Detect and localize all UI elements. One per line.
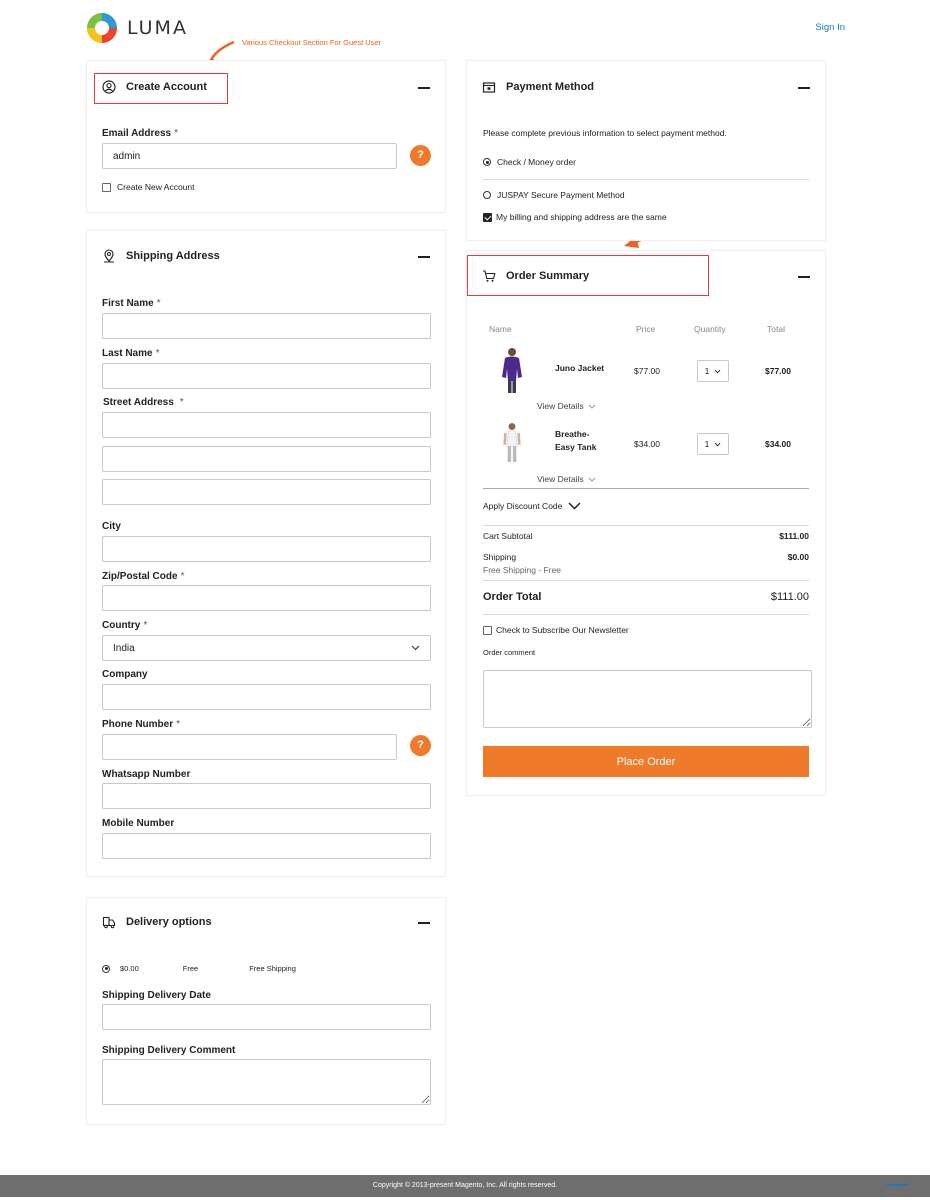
cart-icon xyxy=(482,269,496,283)
payment-check-label: Check / Money order xyxy=(497,157,576,167)
apply-discount-label: Apply Discount Code xyxy=(483,501,563,511)
required-mark: * xyxy=(174,128,179,139)
required-mark: * xyxy=(180,571,185,582)
chevron-down-icon xyxy=(588,404,596,409)
city-label-text: City xyxy=(102,521,121,532)
mobile-label xyxy=(102,818,174,829)
quantity-value: 1 xyxy=(704,366,710,376)
last-name-label-text: Last Name xyxy=(102,348,153,359)
delivery-comment-label: Shipping Delivery Comment xyxy=(102,1045,236,1056)
product-name[interactable]: Breathe-Easy Tank xyxy=(555,429,597,452)
create-account-title: Create Account xyxy=(126,81,207,93)
chevron-down-icon xyxy=(588,477,596,482)
delivery-date-field[interactable] xyxy=(102,1004,431,1030)
city-label xyxy=(102,521,121,532)
chevron-down-icon xyxy=(411,645,420,651)
order-total-label: Order Total xyxy=(483,591,542,603)
shipping-label: Shipping xyxy=(483,552,517,562)
divider xyxy=(483,580,809,581)
required-mark: * xyxy=(156,298,161,309)
phone-help-button[interactable]: ? xyxy=(410,735,431,756)
collapse-icon[interactable] xyxy=(418,87,430,89)
newsletter-checkbox[interactable] xyxy=(483,626,492,635)
shipping-row xyxy=(483,552,809,562)
view-details-link[interactable] xyxy=(537,401,596,411)
first-name-label xyxy=(102,298,161,309)
email-label xyxy=(102,128,178,139)
payment-option-juspay[interactable] xyxy=(483,190,625,200)
brand-name: LUMA xyxy=(127,17,188,39)
payment-method-header[interactable] xyxy=(482,78,810,96)
order-total-value: $111.00 xyxy=(770,591,809,603)
collapse-icon[interactable] xyxy=(798,276,810,278)
delivery-option-method: Free Shipping xyxy=(249,964,296,973)
payment-option-check[interactable] xyxy=(483,157,576,167)
payment-check-radio[interactable] xyxy=(483,158,491,166)
required-mark: * xyxy=(143,620,148,631)
delivery-option-label: Free xyxy=(182,964,199,973)
order-comment-field[interactable] xyxy=(483,670,812,728)
truck-icon xyxy=(102,915,116,929)
shipping-address-header[interactable] xyxy=(102,247,430,265)
phone-label xyxy=(102,719,180,730)
last-name-label xyxy=(102,348,159,359)
street-address-line-3[interactable] xyxy=(102,479,431,505)
chevron-down-icon xyxy=(714,442,721,447)
collapse-icon[interactable] xyxy=(418,256,430,258)
create-account-checkbox[interactable] xyxy=(102,183,111,192)
delivery-options-card xyxy=(86,897,446,1125)
company-field[interactable] xyxy=(102,684,431,710)
delivery-comment-field[interactable] xyxy=(102,1059,431,1105)
product-total: $34.00 xyxy=(765,439,791,449)
email-label-text: Email Address xyxy=(102,128,172,139)
column-header-name: Name xyxy=(489,324,512,334)
user-icon xyxy=(102,80,116,94)
delivery-option-free[interactable] xyxy=(102,964,296,973)
same-address-option[interactable] xyxy=(483,212,667,222)
create-account-checkbox-label: Create New Account xyxy=(117,182,195,192)
product-price: $34.00 xyxy=(634,439,660,449)
same-address-label: My billing and shipping address are the same xyxy=(496,212,667,222)
delivery-option-radio[interactable] xyxy=(102,965,110,973)
chat-widget-icon[interactable] xyxy=(883,1180,911,1186)
phone-label-text: Phone Number xyxy=(102,719,174,730)
street-address-label xyxy=(103,397,184,408)
order-summary-title: Order Summary xyxy=(506,270,590,282)
view-details-link[interactable] xyxy=(537,474,596,484)
company-label xyxy=(102,669,148,680)
delivery-option-price: $0.00 xyxy=(120,964,139,973)
delivery-options-title: Delivery options xyxy=(126,916,212,928)
order-summary-header[interactable] xyxy=(482,267,810,285)
luma-logo[interactable] xyxy=(86,12,188,44)
email-field[interactable] xyxy=(102,143,397,169)
annotation-checkout-sections: Various Checkout Section For Guest User xyxy=(242,38,382,47)
place-order-button[interactable]: Place Order xyxy=(483,746,809,777)
location-pin-icon xyxy=(102,249,116,263)
view-details-label: View Details xyxy=(537,401,584,411)
shipping-address-card xyxy=(86,230,446,877)
apply-discount-toggle[interactable] xyxy=(483,501,581,511)
zip-label xyxy=(102,571,184,582)
shipping-method-row xyxy=(483,565,809,575)
last-name-field[interactable] xyxy=(102,363,431,389)
page-footer: Copyright © 2013-present Magento, Inc. All rights reserved. xyxy=(0,1175,930,1197)
collapse-icon[interactable] xyxy=(418,922,430,924)
payment-icon xyxy=(482,80,496,94)
divider xyxy=(483,179,809,180)
product-image-juno-jacket xyxy=(497,347,527,395)
payment-juspay-radio[interactable] xyxy=(483,191,491,199)
same-address-checkbox[interactable] xyxy=(483,213,492,222)
required-mark: * xyxy=(176,719,181,730)
country-select[interactable] xyxy=(102,635,431,661)
whatsapp-label xyxy=(102,769,190,780)
delivery-date-label: Shipping Delivery Date xyxy=(102,990,211,1001)
city-field[interactable] xyxy=(102,536,431,562)
product-name[interactable]: Juno Jacket xyxy=(555,363,605,373)
shipping-value: $0.00 xyxy=(787,552,809,562)
column-header-price: Price xyxy=(636,324,656,334)
street-address-line-2[interactable] xyxy=(102,446,431,472)
whatsapp-label-text: Whatsapp Number xyxy=(102,769,191,780)
view-details-label: View Details xyxy=(537,474,584,484)
divider xyxy=(483,614,809,615)
country-label-text: Country xyxy=(102,620,141,631)
email-help-button[interactable]: ? xyxy=(410,145,431,166)
required-mark: * xyxy=(155,348,160,359)
newsletter-option[interactable] xyxy=(483,625,629,635)
order-summary-card xyxy=(466,250,826,796)
create-account-header[interactable] xyxy=(102,78,430,96)
order-comment-label: Order comment xyxy=(483,648,536,657)
collapse-icon[interactable] xyxy=(798,87,810,89)
divider xyxy=(483,488,809,489)
payment-method-title: Payment Method xyxy=(506,81,595,93)
divider xyxy=(483,525,809,526)
page-header xyxy=(0,0,930,56)
sign-in-link[interactable]: Sign In xyxy=(815,22,845,33)
whatsapp-field[interactable] xyxy=(102,783,431,809)
delivery-options-header[interactable] xyxy=(102,913,430,931)
cart-subtotal-label: Cart Subtotal xyxy=(483,531,533,541)
luma-logo-icon xyxy=(86,12,118,44)
mobile-field[interactable] xyxy=(102,833,431,859)
quantity-select[interactable] xyxy=(697,433,729,455)
country-select-value: India xyxy=(113,642,135,654)
create-account-card xyxy=(86,60,446,213)
mobile-label-text: Mobile Number xyxy=(102,818,175,829)
newsletter-label: Check to Subscribe Our Newsletter xyxy=(496,625,629,635)
payment-juspay-label: JUSPAY Secure Payment Method xyxy=(497,190,625,200)
cart-subtotal-row xyxy=(483,531,809,541)
order-total-row xyxy=(483,591,809,603)
column-header-quantity: Quantity xyxy=(694,324,726,334)
zip-field[interactable] xyxy=(102,585,431,611)
quantity-select[interactable] xyxy=(697,360,729,382)
country-label xyxy=(102,620,147,631)
shipping-address-title: Shipping Address xyxy=(126,250,220,262)
first-name-label-text: First Name xyxy=(102,298,154,309)
payment-method-card xyxy=(466,60,826,241)
column-header-total: Total xyxy=(767,324,785,334)
chevron-down-icon xyxy=(714,369,721,374)
zip-label-text: Zip/Postal Code xyxy=(102,571,178,582)
shipping-method-label: Free Shipping - Free xyxy=(483,565,561,575)
quantity-value: 1 xyxy=(704,439,710,449)
required-mark: * xyxy=(179,397,184,408)
company-label-text: Company xyxy=(102,669,148,680)
street-address-line-1[interactable] xyxy=(102,412,431,438)
phone-field[interactable] xyxy=(102,734,397,760)
payment-notice: Please complete previous information to select payment method. xyxy=(483,128,727,138)
product-image-breathe-easy-tank xyxy=(499,419,525,467)
cart-subtotal-value: $111.00 xyxy=(779,531,809,541)
product-price: $77.00 xyxy=(634,366,660,376)
product-total: $77.00 xyxy=(765,366,791,376)
first-name-field[interactable] xyxy=(102,313,431,339)
chevron-down-icon xyxy=(568,502,581,510)
create-account-option[interactable] xyxy=(102,182,194,192)
street-address-label-text: Street Address xyxy=(103,397,174,408)
